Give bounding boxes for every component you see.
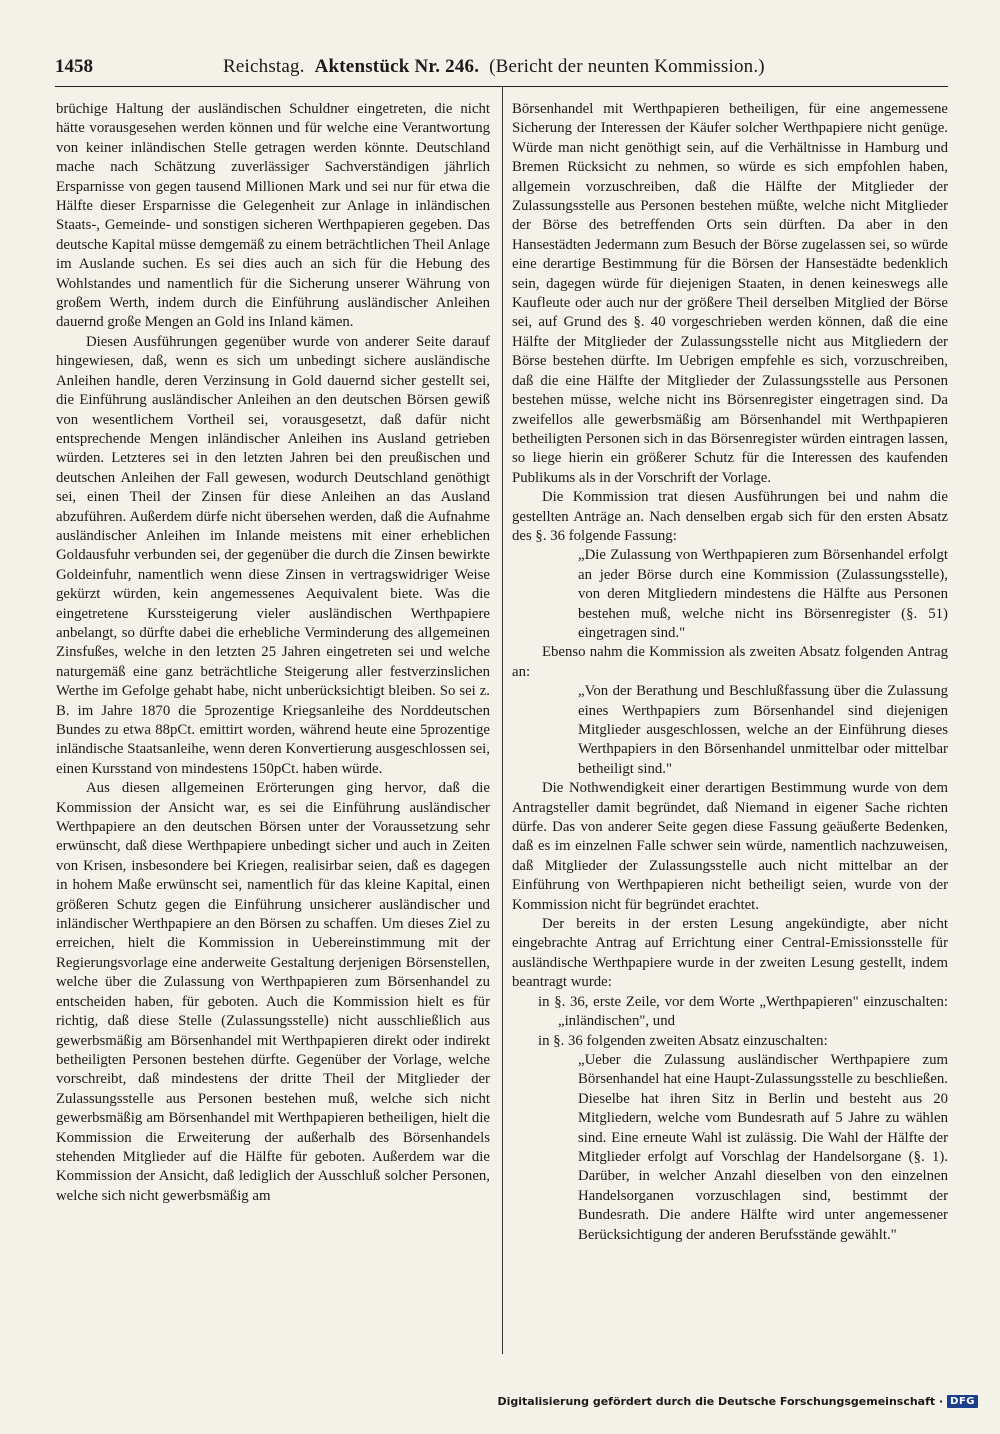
paragraph: Ebenso nahm die Kommission als zweiten Absatz folgenden Antrag an:	[512, 644, 948, 680]
paragraph: Die Nothwendigkeit einer derartigen Bestimmung wurde von dem Antragsteller damit begründet, daß Niemand in eigener Sache richten dürfe. Das von anderer Seite gegen diese Fassung geäußerte Bedenken, daß es im einzelnen Falle schwer sein würde, namentlich nachzuweisen, daß Mitglieder der Zulassungsstelle auch nicht mittelbar an der Einführung von Werthpapieren nicht betheiligt seien, wurde von der Kommission nicht für begründet erachtet.	[512, 780, 948, 913]
paragraph: Börsenhandel mit Werthpapieren betheiligen, für eine angemessene Sicherung der Interessen der Käufer solcher Werthpapiere nicht genüge. Würde man nicht genöthigt sein, auf die Verhältnisse in Hamburg und Bremen Rücksicht zu nehmen, so würde es sich empfohlen haben, allgemein vorzuschreiben, daß die Hälfte der Mitglieder der Zulassungsstelle aus Personen bestehen müßte, welche nicht Mitglieder der Börse des betreffenden Orts sein dürften. Da aber in den Hansestädten Jedermann zum Besuch der Börse zugelassen sei, so würde eine derartige Bestimmung für die Börsen der Hansestädte bedenklich sein, dagegen würde für diejenigen Staaten, in denen keineswegs alle Kaufleute oder auch nur der größere Theil derselben Mitglied der Börse sei, auf Grund des §. 40 vorgeschrieben werden können, daß die eine Hälfte der Mitglieder der Zulassungsstelle nicht aus Mitgliedern der Börse bestehen dürfte. Im Uebrigen empfehle es sich, vorzuschreiben, daß die eine Hälfte der Mitglieder der Zulassungsstelle aus Personen bestehen müsse, welche nicht ins Börsenregister eingetragen sind. Da zweifellos alle gewerbsmäßig am Börsenhandel mit Werthpapieren betheiligten Personen sich in das Börsenregister würden eintragen lassen, so liege hierin ein größerer Schutz für die Interessen des kaufenden Publikums als in der Vorschrift der Vorlage.	[512, 101, 948, 486]
dfg-logo: DFG	[947, 1395, 978, 1408]
paragraph: Diesen Ausführungen gegenüber wurde von anderer Seite darauf hingewiesen, daß, wenn es sich um unbedingt sichere ausländische Anleihen handle, deren Verzinsung in Gold dauernd sicher gestellt sei, die Einführung ausländischer Anleihen an den deutschen Börsen gewiß von wesentlichem Vortheil sei, vorausgesetzt, daß dafür nicht entsprechende Mengen inländischer Anleihen ins Ausland getrieben würden. Letzteres sei in den letzten Jahren bei den preußischen und deutschen Anleihen der Fall gewesen, wodurch Deutschland genöthigt sei, einen Theil der Zinsen für diese Anleihen an das Ausland abzuführen. Außerdem dürfe nicht übersehen werden, daß die Aufnahme ausländischer Anleihen im Inlande meistens mit einer erheblichen Goldausfuhr verbunden sei, der gegenüber die durch die Zinsen bewirkte Goldeinfuhr, namentlich wenn diese Zinsen in vertragswidriger Weise gekürzt würden, kein angemessenes Aequivalent biete. Was die eingetretene Kurssteigerung vieler ausländischen Werthpapiere anbelangt, so dürfte dabei die erhebliche Verminderung des allgemeinen Zinsfußes, welche in den letzten 25 Jahren eingetreten sei und welche naturgemäß eine ganz beträchtliche Steigerung aller festverzinslichen Werthe im Gefolge gehabt habe, nicht unberücksichtigt bleiben. So sei z. B. im Jahre 1870 die 5prozentige Kriegsanleihe des Norddeutschen Bundes zu etwa 88pCt. emittirt worden, während heute eine 5prozentige inländische Staatsanleihe, wenn deren Konvertierung ausgeschlossen sei, einen Kursstand von mindestens 150pCt. haben würde.	[56, 333, 490, 777]
running-header	[55, 56, 955, 86]
column-divider	[502, 86, 503, 1354]
digitization-credit	[497, 1393, 978, 1409]
running-title	[223, 56, 765, 78]
title-prefix: Reichstag.	[223, 56, 305, 77]
paragraph: brüchige Haltung der ausländischen Schuldner eingetreten, die nicht hätte vorausgesehen werden können und für welche eine Verantwortung von keiner inländischen Stelle getragen werden könnte. Deutschland mache nach Schätzung zuverlässiger Sachverständigen jährlich Ersparnisse von gegen tausend Millionen Mark und sei nur für etwa die Hälfte dieser Ersparnisse die Gelegenheit zur Anlage in inländischen Staats-, Gemeinde- und sonstigen sicheren Werthpapieren gegeben. Das deutsche Kapital müsse demgemäß zu einem beträchtlichen Theil Anlage im Auslande suchen. Es sei dies auch an sich für die Hebung des Wohlstandes und namentlich für die Sicherung unserer Währung von großem Werth, indem durch die Einführung ausländischer Anleihen dauernd große Mengen an Gold ins Inland kämen.	[56, 101, 490, 331]
right-column	[512, 100, 948, 1245]
document-number: Aktenstück Nr. 246.	[314, 56, 480, 77]
motion-item: in §. 36, erste Zeile, vor dem Worte „Werthpapieren" einzuschalten: „inländischen", und	[538, 993, 948, 1030]
quoted-provision: „Die Zulassung von Werthpapieren zum Börsenhandel erfolgt an jeder Börse durch eine Kommission (Zulassungsstelle), von deren Mitgliedern mindestens die Hälfte aus Personen bestehen muß, welche nicht ins Börsenregister (§. 51) eingetragen sind."	[578, 547, 948, 641]
paragraph: Aus diesen allgemeinen Erörterungen ging hervor, daß die Kommission der Ansicht war, es sei die Einführung ausländischer Werthpapiere an den deutschen Börsen unter der Voraussetzung sehr erwünscht, daß diese Werthpapiere unbedingt sicher und auch in Zeiten von Krisen, insbesondere bei Kriegen, realisirbar seien, daß es dagegen in hohem Maße erwünscht sei, namentlich für das kleine Kapital, einen größeren Schutz gegen die Einführung unsicherer ausländischer und inländischer Werthpapiere an den Börsen zu schaffen. Um dieses Ziel zu erreichen, hielt die Kommission in Uebereinstimmung mit der Regierungsvorlage eine anderweite Gestaltung derjenigen Börsenstellen, welche über die Zulassung von Werthpapieren zum Börsenhandel zu entscheiden haben, für geboten. Auch die Kommission hielt es für richtig, daß diese Stelle (Zulassungsstelle) nicht ausschließlich aus gewerbsmäßig am Börsenhandel mit Werthpapieren direkt oder indirekt betheiligten Personen bestehen dürfte. Gegenüber der Vorlage, welche vorschreibt, daß mindestens der dritte Theil der Mitglieder der Zulassungsstelle aus Personen bestehen muß, welche sich nicht gewerbsmäßig am Börsenhandel mit Werthpapieren betheiligen, hielt die Kommission die Erweiterung der außerhalb des Börsenhandels stehenden Mitglieder auf die Hälfte für geboten. Außerdem war die Kommission der Ansicht, daß lediglich der Ausschluß solcher Personen, welche sich nicht gewerbsmäßig am	[56, 780, 490, 1204]
motion-item: in §. 36 folgenden zweiten Absatz einzuschalten:	[538, 1032, 828, 1049]
left-column	[56, 100, 490, 1206]
paragraph: Die Kommission trat diesen Ausführungen bei und nahm die gestellten Anträge an. Nach denselben ergab sich für den ersten Absatz des §. 36 folgende Fassung:	[512, 489, 948, 544]
quoted-provision: „Von der Berathung und Beschlußfassung über die Zulassung eines Werthpapiers zum Börsenhandel sind diejenigen Mitglieder ausgeschlossen, welche an der Einführung dieses Werthpapiers in den Börsenhandel unmittelbar oder mittelbar betheiligt sind."	[578, 683, 948, 777]
page-number: 1458	[55, 56, 93, 77]
paragraph: Der bereits in der ersten Lesung angekündigte, aber nicht eingebrachte Antrag auf Errichtung einer Central-Emissionsstelle für ausländische Werthpapiere wurde in der zweiten Lesung gestellt, indem beantragt wurde:	[512, 916, 948, 991]
credit-text: Digitalisierung gefördert durch die Deutsche Forschungsgemeinschaft ·	[497, 1394, 944, 1408]
title-suffix: (Bericht der neunten Kommission.)	[489, 56, 765, 77]
quoted-provision: „Ueber die Zulassung ausländischer Werthpapiere zum Börsenhandel hat eine Haupt-Zulassungsstelle zu beschließen. Dieselbe hat ihren Sitz in Berlin und besteht aus 20 Mitgliedern, welche vom Bundesrath auf 5 Jahre zu wählen sind. Eine erneute Wahl ist zulässig. Die Wahl der Hälfte der Mitglieder erfolgt auf Vorschlag der Handelsorgane (§. 1). Darüber, in welcher Anzahl dieselben von den einzelnen Handelsorganen vorzuschlagen sind, bestimmt der Bundesrath. Die andere Hälfte wird unter angemessener Berücksichtigung der anderen Berufsstände gewählt."	[578, 1051, 948, 1243]
